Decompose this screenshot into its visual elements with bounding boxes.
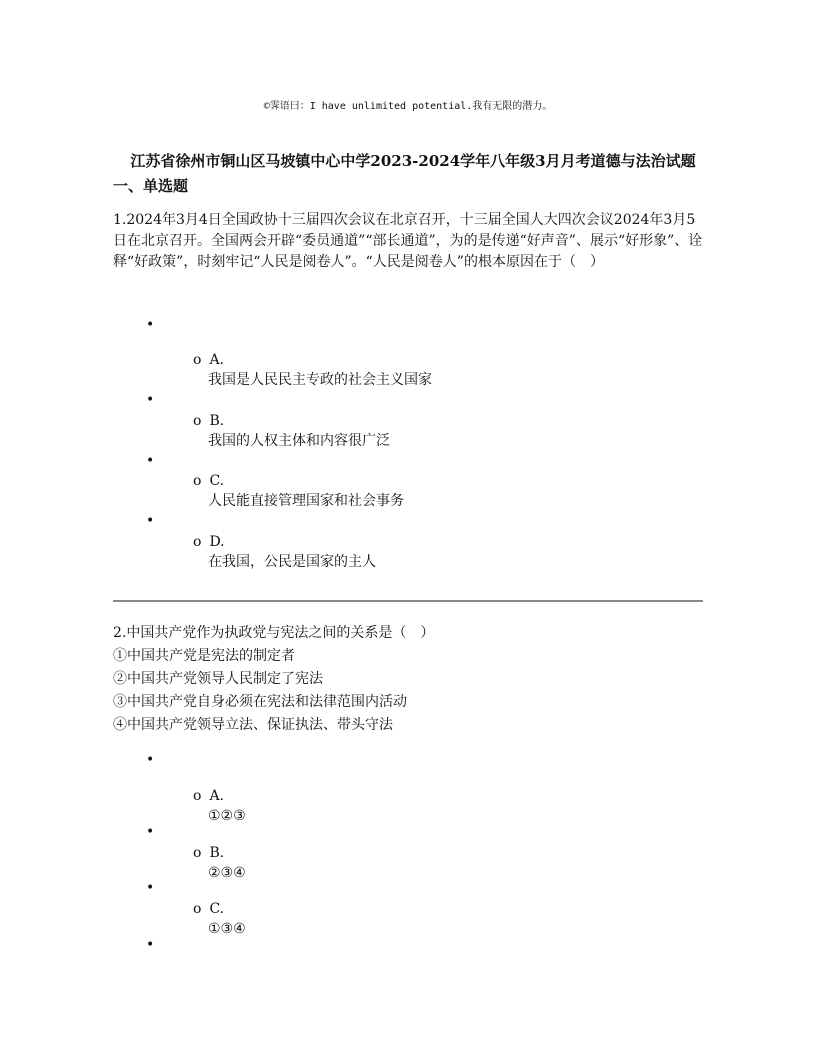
option-letter: o A.	[193, 786, 246, 806]
exam-title: 江苏省徐州市铜山区马坡镇中心中学2023-2024学年八年级3月月考道德与法治试题	[130, 152, 696, 170]
list-bullet: •	[146, 937, 155, 953]
statement-2: ②中国共产党领导人民制定了宪法	[113, 671, 323, 687]
statement-4: ④中国共产党领导立法、保证执法、带头守法	[113, 717, 393, 733]
section-heading: 一、单选题	[113, 177, 189, 195]
statement-1: ①中国共产党是宪法的制定者	[113, 648, 295, 664]
option-text: ①②③	[208, 808, 246, 824]
option-letter: o C.	[193, 471, 404, 491]
option-text: 我国的人权主体和内容很广泛	[208, 433, 390, 449]
option-text: 在我国，公民是国家的主人	[208, 554, 376, 570]
list-bullet: •	[146, 824, 155, 840]
option-letter: o B.	[193, 411, 390, 431]
q1-option-c[interactable]	[193, 471, 404, 511]
option-text: ②③④	[208, 865, 246, 881]
option-letter: o A.	[193, 350, 432, 370]
q1-option-d[interactable]	[193, 532, 376, 572]
question-2-stem: 2.中国共产党作为执政党与宪法之间的关系是（ ）	[113, 625, 435, 641]
list-bullet: •	[146, 392, 155, 408]
list-bullet: •	[146, 880, 155, 896]
list-bullet: •	[146, 453, 155, 469]
q2-option-c[interactable]	[193, 899, 246, 939]
list-bullet: •	[146, 317, 155, 333]
option-text: ①③④	[208, 921, 246, 937]
q1-option-a[interactable]	[193, 350, 432, 390]
q2-option-a[interactable]	[193, 786, 246, 826]
question-1-stem: 1.2024年3月4日全国政协十三届四次会议在北京召开，十三届全国人大四次会议2024年3月5日在北京召开。全国两会开辟“委员通道”“部长通道”，为的是传递“好声音”、展示“好形象”、诠释“好政策”，时刻牢记“人民是阅卷人”。“人民是阅卷人”的根本原因在于（ ）	[113, 212, 703, 270]
list-bullet: •	[146, 752, 155, 768]
option-letter: o D.	[193, 532, 376, 552]
q1-option-b[interactable]	[193, 411, 390, 451]
list-bullet: •	[146, 513, 155, 529]
option-text: 我国是人民民主专政的社会主义国家	[208, 372, 432, 388]
question-divider	[113, 600, 703, 602]
option-letter: o B.	[193, 843, 246, 863]
option-text: 人民能直接管理国家和社会事务	[208, 493, 404, 509]
question-2	[113, 622, 708, 737]
q2-option-b[interactable]	[193, 843, 246, 883]
motto-header: ©霁语曰：I have unlimited potential.我有无限的潜力。	[263, 101, 553, 112]
statement-3: ③中国共产党自身必须在宪法和法律范围内活动	[113, 694, 407, 710]
option-letter: o C.	[193, 899, 246, 919]
